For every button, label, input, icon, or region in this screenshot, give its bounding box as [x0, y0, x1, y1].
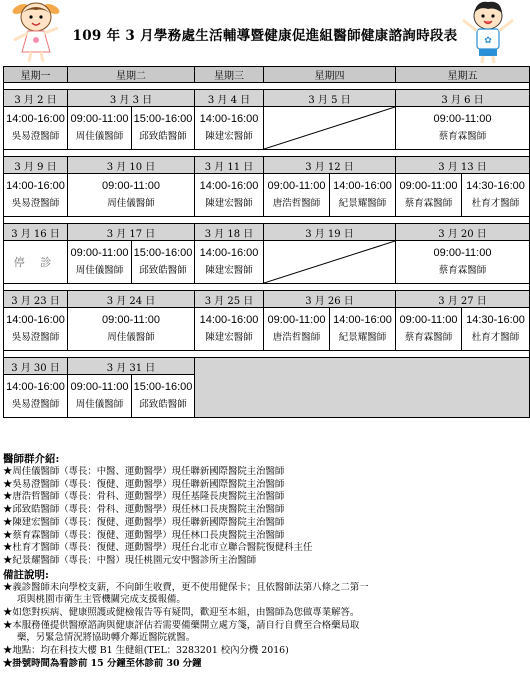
slot-doctor: 陳建宏醫師	[205, 198, 253, 209]
doctor-intro: ★紀景耀醫師（專長：中醫）現任桃園元安中醫診所主治醫師	[3, 554, 257, 566]
slot-doctor: 杜育才醫師	[471, 198, 520, 209]
remark-line: ★掛號時間為看診前 15 分鐘至休診前 30 分鐘	[3, 657, 202, 669]
date-cell: 3 月 4 日	[195, 90, 264, 107]
remark-line: 藥，另緊急情況將協助轉介鄰近醫院就醫。	[17, 632, 196, 644]
date-cell: 3 月 10 日	[68, 157, 195, 174]
slot-cell	[396, 308, 462, 351]
slot-doctor: 吳易澄醫師	[11, 198, 60, 209]
slot-doctor: 紀景耀醫師	[338, 332, 387, 343]
doctor-intro: ★周佳儀醫師（專長：中醫、運動醫學）現任聯新國際醫院主治醫師	[3, 466, 285, 477]
date-cell: 3 月 27 日	[396, 291, 530, 308]
slot-time: 15:00-16:00	[133, 113, 193, 125]
slot-cell	[4, 107, 68, 150]
slot-time: 14:00-16:00	[6, 314, 65, 326]
slot-time: 14:00-16:00	[6, 113, 65, 125]
slot-cell	[132, 375, 195, 418]
date-row	[4, 157, 530, 174]
date-cell: 3 月 9 日	[4, 157, 68, 174]
remark-line: ★本服務僅提供醫療諮詢與健康評估若需要備藥開立處方箋，請自行自費至合格藥局取	[3, 619, 360, 631]
date-cell: 3 月 16 日	[4, 224, 68, 241]
slot-time: 09:00-11:00	[102, 314, 160, 326]
slot-time: 09:00-11:00	[267, 180, 326, 192]
date-cell: 3 月 24 日	[68, 291, 195, 308]
date-cell: 3 月 25 日	[195, 291, 264, 308]
notes-section	[3, 452, 530, 671]
date-cell: 3 月 19 日	[264, 224, 396, 241]
slot-doctor: 邱致皓醫師	[139, 399, 187, 410]
slot-cell	[462, 308, 530, 351]
remarks-heading: 備註說明:	[3, 568, 49, 581]
slot-time: 09:00-11:00	[399, 180, 458, 192]
slot-time: 15:00-16:00	[133, 247, 193, 259]
slot-time: 14:00-16:00	[333, 180, 392, 192]
slot-time: 14:00-16:00	[6, 381, 65, 393]
empty-area	[195, 358, 530, 418]
slot-time: 14:00-16:00	[6, 180, 65, 192]
slot-cell	[195, 308, 264, 351]
date-cell: 3 月 30 日	[4, 358, 68, 375]
slot-cell	[330, 174, 396, 217]
date-cell: 3 月 31 日	[68, 358, 195, 375]
slot-time: 09:00-11:00	[267, 314, 326, 326]
slot-doctor: 吳易澄醫師	[11, 131, 60, 142]
empty-slot-cell	[264, 107, 396, 150]
date-cell: 3 月 13 日	[396, 157, 530, 174]
remark-line: ★義診醫師未向學校支薪，不向師生收費，更不使用健保卡；且依醫師法第八條之二第一	[3, 581, 369, 593]
slot-time: 14:00-16:00	[333, 314, 392, 326]
slot-cell	[4, 241, 68, 284]
slot-time: 14:00-16:00	[199, 314, 259, 326]
weekday-header: 星期五	[396, 67, 530, 83]
slot-cell	[68, 107, 132, 150]
date-row	[4, 291, 530, 308]
slot-time: 09:00-11:00	[70, 381, 129, 393]
doctor-intro: ★吳易澄醫師（專長：復健、運動醫學）現任聯新國際醫院主治醫師	[3, 478, 285, 490]
doctors-heading: 醫師群介紹:	[3, 453, 60, 465]
slot-cell	[195, 241, 264, 284]
empty-slot-cell	[264, 241, 396, 284]
slot-time: 09:00-11:00	[70, 247, 129, 259]
slot-cell	[462, 174, 530, 217]
slot-doctor: 吳易澄醫師	[11, 332, 60, 343]
slot-doctor: 周佳儀醫師	[75, 399, 124, 410]
slot-doctor: 蔡育霖醫師	[404, 198, 453, 209]
slot-doctor: 陳建宏醫師	[205, 131, 253, 142]
slot-cell	[132, 107, 195, 150]
weekday-header-row	[4, 67, 530, 83]
slot-cell	[264, 174, 330, 217]
slot-cell	[330, 308, 396, 351]
date-cell: 3 月 18 日	[195, 224, 264, 241]
slot-cell	[396, 107, 530, 150]
weekday-header: 星期一	[4, 67, 68, 83]
slot-cell	[68, 174, 195, 217]
date-cell: 3 月 3 日	[68, 90, 195, 107]
slot-doctor: 唐浩哲醫師	[272, 198, 321, 209]
remark-line: 項與桃園市衛生主管機關完成支援報備。	[17, 594, 186, 606]
slot-time: 15:00-16:00	[133, 381, 193, 393]
slot-doctor: 陳建宏醫師	[205, 265, 253, 276]
slot-doctor: 邱致皓醫師	[139, 265, 187, 276]
date-cell: 3 月 20 日	[396, 224, 530, 241]
slot-doctor: 邱致皓醫師	[139, 131, 187, 142]
slot-time: 14:30-16:00	[466, 314, 525, 326]
doctor-intro: ★杜育才醫師（專長：復健、運動醫學）現任台北市立聯合醫院復健科主任	[3, 542, 313, 554]
slot-time: 14:00-16:00	[199, 113, 259, 125]
slot-doctor: 紀景耀醫師	[338, 198, 387, 209]
slot-time: 09:00-11:00	[433, 247, 492, 259]
slot-doctor: 周佳儀醫師	[107, 332, 155, 343]
slot-row	[4, 107, 530, 150]
slot-row	[4, 241, 530, 284]
slot-cell	[396, 174, 462, 217]
doctor-intro: ★唐浩哲醫師（專長：骨科、運動醫學）現任基隆長庚醫院主治醫師	[3, 491, 285, 503]
slot-cell	[68, 308, 195, 351]
slot-cell	[4, 308, 68, 351]
slot-time: 14:00-16:00	[199, 247, 259, 259]
doctor-intro: ★陳建宏醫師（專長：復健、運動醫學）現任聯新國際醫院主治醫師	[3, 516, 285, 528]
date-cell: 3 月 5 日	[264, 90, 396, 107]
slot-time: 09:00-11:00	[70, 113, 129, 125]
slot-cell	[68, 241, 132, 284]
date-row	[4, 90, 530, 107]
slot-doctor: 周佳儀醫師	[75, 265, 124, 276]
header	[0, 0, 530, 64]
svg-text:✿: ✿	[484, 36, 492, 46]
date-cell: 3 月 2 日	[4, 90, 68, 107]
slot-time: 09:00-11:00	[433, 113, 492, 125]
slot-row	[4, 308, 530, 351]
diagonal-line	[264, 241, 395, 283]
remark-line: ★地點：均在科技大樓 B1 生健組(TEL：3283201 校內分機 2016)	[3, 645, 289, 657]
slot-cell	[264, 308, 330, 351]
date-row	[4, 224, 530, 241]
weekday-header: 星期四	[264, 67, 396, 83]
weekday-header: 星期三	[195, 67, 264, 83]
slot-time: 14:30-16:00	[466, 180, 525, 192]
closed-label: 停 診	[13, 256, 58, 269]
weekday-header: 星期二	[68, 67, 195, 83]
slot-doctor: 杜育才醫師	[471, 332, 520, 343]
slot-cell	[195, 107, 264, 150]
slot-time: 09:00-11:00	[399, 314, 458, 326]
cartoon-boy-icon	[455, 0, 521, 64]
slot-time: 09:00-11:00	[102, 180, 160, 192]
slot-doctor: 周佳儀醫師	[75, 131, 124, 142]
slot-cell	[68, 375, 132, 418]
slot-cell	[195, 174, 264, 217]
slot-time: 14:00-16:00	[199, 180, 259, 192]
date-row	[4, 358, 530, 375]
doctor-intro: ★蔡育霖醫師（專長：復健、運動醫學）現任林口長庚醫院主治醫師	[3, 529, 285, 541]
doctor-intro: ★邱致皓醫師（專長：骨科、運動醫學）現任林口長庚醫院主治醫師	[3, 504, 285, 516]
slot-doctor: 蔡育霖醫師	[438, 131, 487, 142]
slot-row	[4, 174, 530, 217]
page-title: 109 年 3 月學務處生活輔導暨健康促進組醫師健康諮詢時段表	[72, 28, 458, 44]
cartoon-girl-icon	[6, 0, 66, 64]
date-cell: 3 月 23 日	[4, 291, 68, 308]
slot-cell	[132, 241, 195, 284]
slot-doctor: 周佳儀醫師	[107, 198, 155, 209]
remark-line: ★如您對疾病、健康照護或健檢報告等有疑問，歡迎至本組，由醫師為您做專業解答。	[3, 607, 360, 619]
date-cell: 3 月 6 日	[396, 90, 530, 107]
slot-doctor: 唐浩哲醫師	[272, 332, 321, 343]
slot-cell	[396, 241, 530, 284]
slot-doctor: 陳建宏醫師	[205, 332, 253, 343]
slot-doctor: 蔡育霖醫師	[438, 265, 487, 276]
diagonal-line	[264, 107, 395, 149]
date-cell: 3 月 11 日	[195, 157, 264, 174]
slot-cell	[4, 174, 68, 217]
date-cell: 3 月 26 日	[264, 291, 396, 308]
slot-doctor: 吳易澄醫師	[11, 399, 60, 410]
schedule-table	[3, 66, 530, 418]
slot-cell	[4, 375, 68, 418]
date-cell: 3 月 17 日	[68, 224, 195, 241]
date-cell: 3 月 12 日	[264, 157, 396, 174]
slot-doctor: 蔡育霖醫師	[404, 332, 453, 343]
